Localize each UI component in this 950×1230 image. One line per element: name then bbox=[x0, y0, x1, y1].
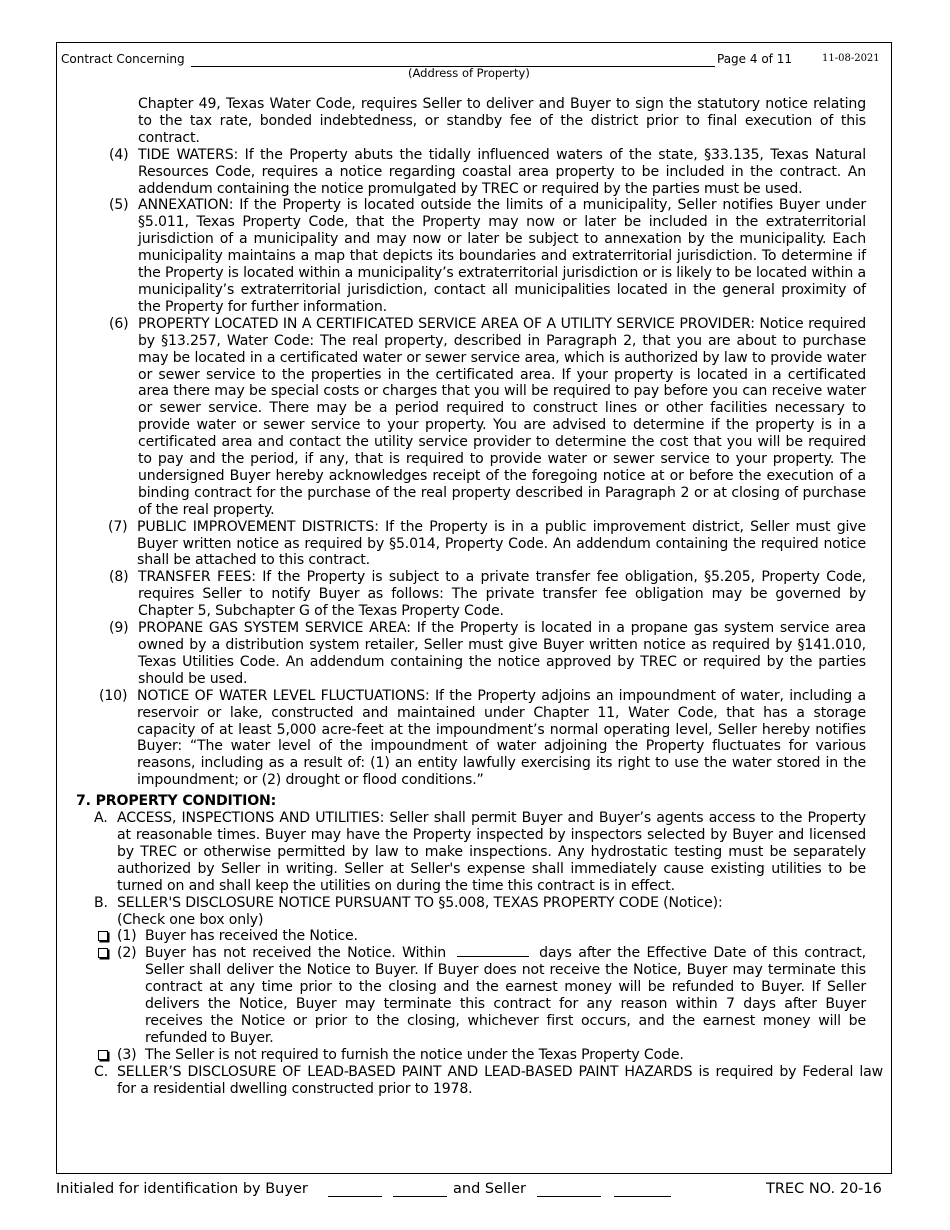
buyer-initial-2[interactable] bbox=[393, 1182, 447, 1197]
option-text: Buyer has not received the Notice. Within bbox=[145, 945, 447, 962]
form-number: TREC NO. 20-16 bbox=[766, 1181, 882, 1197]
paragraph-text: PUBLIC IMPROVEMENT DISTRICTS: If the Property is in a public improvement district, Seller must give Buyer written notice as required by §5.014, Property Code. An addendum containing the required notice shall be attached to this contract. bbox=[137, 518, 866, 569]
subsection-letter: A. bbox=[94, 810, 108, 827]
paragraph-number: (5) bbox=[109, 197, 129, 214]
checkbox-option-1[interactable] bbox=[98, 931, 108, 941]
section-7b-disclosure bbox=[94, 894, 866, 912]
paragraph-transfer-fees bbox=[109, 569, 866, 620]
address-field[interactable] bbox=[191, 53, 715, 67]
checkbox-option-3[interactable] bbox=[98, 1050, 108, 1060]
check-instruction: (Check one box only) bbox=[117, 911, 264, 928]
paragraph-number: (8) bbox=[109, 569, 129, 586]
subsection-text: SELLER’S DISCLOSURE OF LEAD-BASED PAINT AND LEAD-BASED PAINT HAZARDS is required by Federal law for a residential dwelling constructed prior to 1978. bbox=[117, 1063, 883, 1097]
paragraph-number: (9) bbox=[109, 620, 129, 637]
seller-initial-2[interactable] bbox=[614, 1182, 671, 1197]
paragraph-number: (10) bbox=[99, 687, 128, 704]
subsection-text: ACCESS, INSPECTIONS AND UTILITIES: Seller shall permit Buyer and Buyer’s agents access to the Property at reasonable times. Buyer may have the Property inspected by inspectors selected by Buyer and licensed by TREC or otherwise permitted by law to make inspections. Any hydrostatic testing must be separately authorized by Seller in writing. Seller at Seller's expense shall immediately cause existing utilities to be turned on and shall keep the utilities on during the time this contract is in effect. bbox=[117, 810, 866, 894]
page-number: Page 4 of 11 bbox=[717, 52, 792, 66]
option-text: Buyer has received the Notice. bbox=[145, 928, 358, 945]
paragraph-annexation bbox=[109, 197, 866, 315]
option-3 bbox=[117, 1046, 866, 1064]
section-heading: 7. PROPERTY CONDITION: bbox=[76, 793, 277, 810]
subsection-letter: B. bbox=[94, 894, 108, 911]
paragraph-certificated-service-area bbox=[109, 315, 866, 519]
contract-body bbox=[0, 96, 950, 1097]
option-number: (1) bbox=[117, 928, 137, 945]
paragraph-text: TRANSFER FEES: If the Property is subject to a private transfer fee obligation, §5.205, Property Code, requires Seller to notify Buyer as follows: The private transfer fee obligation may be governed by Chapter 5, Subchapter G of the Texas Property Code. bbox=[138, 569, 866, 620]
paragraph-3-continued: Chapter 49, Texas Water Code, requires Seller to deliver and Buyer to sign the statutory notice relating to the tax rate, bonded indebtedness, or standby fee of the district prior to final execution of this contract. bbox=[138, 96, 866, 146]
seller-initial-1[interactable] bbox=[537, 1182, 601, 1197]
option-number: (2) bbox=[117, 945, 137, 962]
address-caption: (Address of Property) bbox=[408, 66, 530, 80]
paragraph-text: PROPANE GAS SYSTEM SERVICE AREA: If the Property is located in a propane gas system service area owned by a distribution system retailer, Seller must give Buyer written notice as required by §141.010, Texas Utilities Code. An addendum containing the notice approved by TREC or required by the parties should be used. bbox=[138, 620, 866, 687]
days-blank[interactable] bbox=[457, 946, 529, 957]
paragraph-number: (7) bbox=[108, 518, 128, 535]
paragraph-text: TIDE WATERS: If the Property abuts the tidally influenced waters of the state, §33.135, Texas Natural Resources Code, requires a notice regarding coastal area property to be included in the contract. An addendum containing the notice promulgated by TREC or required by the parties must be used. bbox=[138, 146, 866, 197]
option-2 bbox=[117, 945, 866, 1046]
paragraph-text: NOTICE OF WATER LEVEL FLUCTUATIONS: If the Property adjoins an impoundment of water, including a reservoir or lake, constructed and maintained under Chapter 11, Water Code, that has a storage capacity of at least 5,000 acre-feet at the impoundment’s normal operating level, Seller hereby notifies Buyer: “The water level of the impoundment of water adjoining the Property fluctuates for various reasons, including as a result of: (1) an entity lawfully exercising its right to use the water stored in the impoundment; or (2) drought or flood conditions.” bbox=[137, 687, 866, 789]
paragraph-water-level bbox=[99, 687, 866, 789]
checkbox-option-2[interactable] bbox=[98, 948, 108, 958]
paragraph-tide-waters bbox=[109, 146, 866, 198]
contract-concerning-label: Contract Concerning bbox=[61, 52, 185, 66]
buyer-initial-1[interactable] bbox=[328, 1182, 382, 1197]
option-1 bbox=[117, 928, 866, 945]
option-text: The Seller is not required to furnish the notice under the Texas Property Code. bbox=[145, 1046, 684, 1063]
initialed-label: Initialed for identification by Buyer bbox=[56, 1181, 308, 1197]
paragraph-number: (4) bbox=[109, 146, 129, 163]
subsection-letter: C. bbox=[94, 1063, 109, 1080]
option-number: (3) bbox=[117, 1046, 137, 1063]
section-7c-lead-paint bbox=[94, 1063, 883, 1098]
paragraph-number: (6) bbox=[109, 315, 129, 332]
paragraph-public-improvement bbox=[108, 518, 866, 570]
option-text: days after the Effective Date of this contract, Seller shall deliver the Notice to Buyer. If Buyer does not receive the Notice, Buyer may terminate this contract at any time prior to the closing and the earnest money will be refunded to Buyer. If Seller delivers the Notice, Buyer may terminate this contract for any reason within 7 days after Buyer receives the Notice or prior to the closing, whichever first occurs, and the earnest money will be refunded to Buyer. bbox=[145, 945, 866, 1046]
paragraph-propane-gas bbox=[109, 620, 866, 688]
paragraph-text: PROPERTY LOCATED IN A CERTIFICATED SERVICE AREA OF A UTILITY SERVICE PROVIDER: Notice required by §13.257, Water Code: The real property, described in Paragraph 2, that you are about to purchase may be located in a certificated water or sewer service area, which is authorized by law to provide water or sewer service to the properties in the certificated area. If your property is located in a certificated area there may be special costs or charges that you will be required to pay before you can receive water or sewer service. There may be a period required to construct lines or other facilities necessary to provide water or sewer service to your property. You are advised to determine if the property is in a certificated area and contact the utility service provider to determine the cost that you will be required to pay and the period, if any, that is required to provide water or sewer service to your property. The undersigned Buyer hereby acknowledges receipt of the foregoing notice at or before the execution of a binding contract for the purchase of the real property described in Paragraph 2 or at closing of purchase of the real property. bbox=[138, 315, 866, 518]
section-7a-access bbox=[94, 810, 866, 895]
and-seller-label: and Seller bbox=[453, 1181, 526, 1197]
subsection-text: SELLER'S DISCLOSURE NOTICE PURSUANT TO §5.008, TEXAS PROPERTY CODE (Notice): bbox=[117, 894, 723, 911]
form-date: 11-08-2021 bbox=[822, 53, 880, 64]
paragraph-text: ANNEXATION: If the Property is located outside the limits of a municipality, Seller notifies Buyer under §5.011, Texas Property Code, that the Property may now or later be included in the extraterritorial jurisdiction of a municipality and may now or later be subject to annexation by the municipality. Each municipality maintains a map that depicts its boundaries and extraterritorial jurisdiction. To determine if the Property is located within a municipality’s extraterritorial jurisdiction or is likely to be located within a municipality’s extraterritorial jurisdiction, contact all municipalities located in the general proximity of the Property for further information. bbox=[138, 197, 866, 315]
